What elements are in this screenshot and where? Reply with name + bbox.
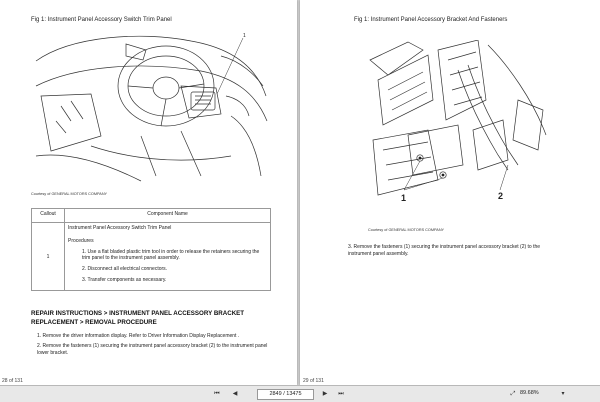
column-header-callout: Callout: [32, 209, 65, 223]
right-document-page: [300, 0, 600, 385]
figure-callout-number: 1: [243, 33, 246, 39]
table-header-row: [32, 209, 271, 223]
procedure-step: 3. Transfer components as necessary.: [82, 277, 167, 283]
page-number: 28 of 131: [2, 378, 23, 384]
instruction-step: 2. Remove the fasteners (1) securing the instrument panel accessory bracket (2) to the instrument panel lower bracket.: [37, 343, 268, 356]
viewer-toolbar: [0, 385, 600, 402]
zoom-level[interactable]: 89.68%: [520, 390, 539, 396]
left-document-page: [0, 0, 297, 385]
instruction-step: 3. Remove the fasteners (1) securing the instrument panel accessory bracket (2) to the instrument panel assembly.: [348, 244, 541, 257]
column-header-component: Component Name: [65, 209, 271, 223]
section-heading: REPAIR INSTRUCTIONS > INSTRUMENT PANEL ACCESSORY BRACKET REPLACEMENT > REMOVAL PROCEDURE: [31, 310, 245, 326]
courtesy-note: Courtesy of GENERAL MOTORS COMPANY: [31, 192, 108, 196]
figure-title: Fig 1: Instrument Panel Accessory Switch Trim Panel: [31, 17, 172, 23]
figure-title: Fig 1: Instrument Panel Accessory Bracket And Fasteners: [354, 17, 508, 23]
next-page-button[interactable]: ▶: [322, 391, 328, 397]
zoom-dropdown-icon[interactable]: ▾: [561, 391, 565, 397]
callout-number-2: 2: [498, 191, 504, 201]
callout-number-1: 1: [401, 193, 407, 203]
fit-page-icon[interactable]: ⤢: [510, 391, 516, 397]
page-number-input[interactable]: 2849 / 13475: [257, 389, 314, 400]
procedure-step: 1. Use a flat bladed plastic trim tool in order to release the retainers securing the trim panel to the instrument panel assembly.: [82, 249, 260, 261]
procedures-label: Procedures: [68, 238, 94, 244]
instruction-step: 1. Remove the driver information display. Refer to Driver Information Display Replacement .: [37, 333, 240, 339]
courtesy-note: Courtesy of GENERAL MOTORS COMPANY: [368, 228, 445, 232]
component-table: [31, 208, 271, 291]
callout-cell: 1: [32, 223, 65, 291]
previous-page-button[interactable]: ◀: [232, 391, 238, 397]
procedure-step: 2. Disconnect all electrical connectors.: [82, 266, 168, 272]
first-page-icon[interactable]: ⏮: [214, 391, 220, 397]
component-name: Instrument Panel Accessory Switch Trim Panel: [68, 225, 172, 231]
dashboard-illustration: [31, 26, 271, 186]
component-cell: [65, 223, 271, 291]
page-number: 29 of 131: [303, 378, 324, 384]
procedure-steps: [68, 249, 267, 283]
last-page-icon[interactable]: ⏭: [338, 391, 344, 397]
bracket-illustration: [368, 40, 548, 200]
table-row: [32, 223, 271, 291]
